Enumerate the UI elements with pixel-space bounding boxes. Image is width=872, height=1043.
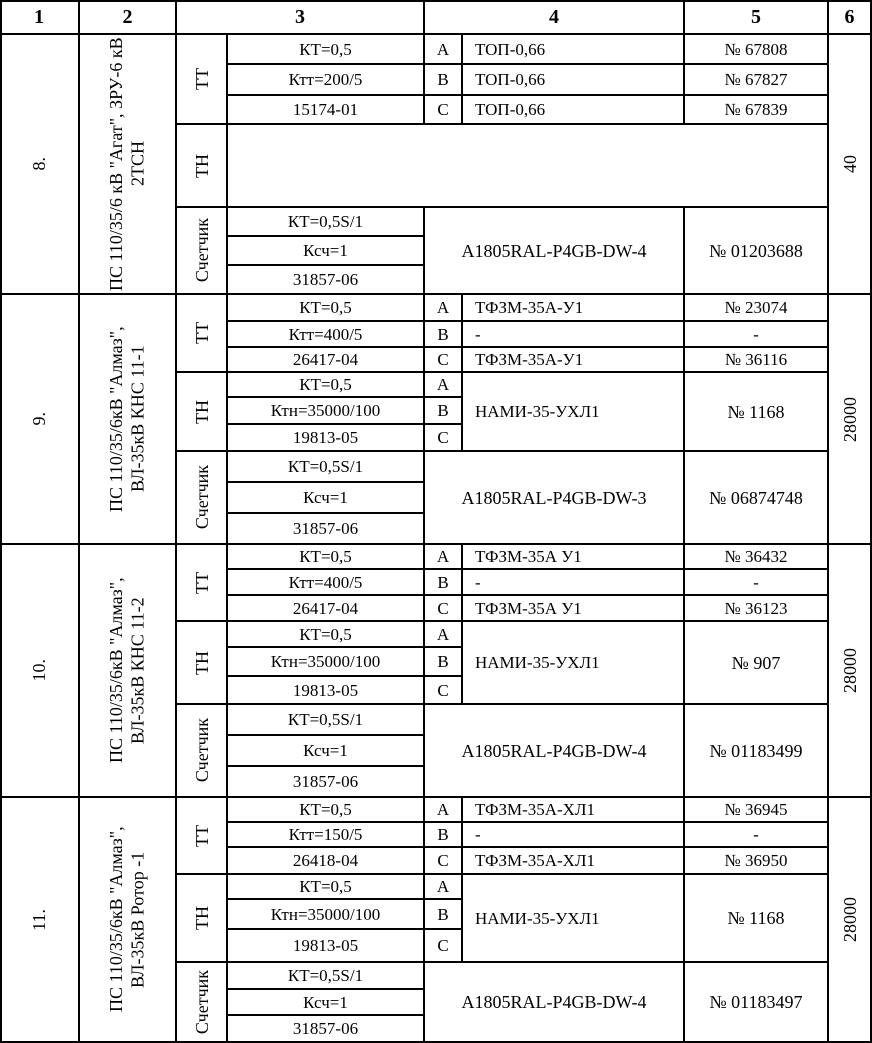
tn-label: ТН	[177, 875, 228, 963]
tt-serial: № 36945	[685, 798, 829, 823]
phase-label: B	[425, 900, 463, 930]
meter-param: Ксч=1	[228, 736, 425, 767]
phase-label: A	[425, 545, 463, 570]
tt-serial: № 67827	[685, 65, 829, 96]
substation-name: ПС 110/35/6кВ "Алмаз", ВЛ-35кВ Ротор -1	[80, 798, 177, 1043]
tt-serial: № 23074	[685, 295, 829, 322]
tt-serial: -	[685, 570, 829, 596]
header-col-5: 5	[685, 0, 829, 35]
group-number: 11.	[0, 798, 80, 1043]
tt-param: КТ=0,5	[228, 35, 425, 65]
meter-serial: № 01203688	[685, 208, 829, 295]
meter-param: КТ=0,5S/1	[228, 208, 425, 237]
meter-serial: № 01183497	[685, 963, 829, 1043]
header-col-3: 3	[177, 0, 425, 35]
meter-serial: № 01183499	[685, 705, 829, 798]
tt-type: ТФЗМ-35А-ХЛ1	[463, 798, 685, 823]
tn-label: ТН	[177, 622, 228, 705]
phase-label: B	[425, 823, 463, 848]
meter-param: 31857-06	[228, 266, 425, 295]
tt-serial: -	[685, 823, 829, 848]
tt-type: ТФЗМ-35А-У1	[463, 295, 685, 322]
meter-serial: № 06874748	[685, 452, 829, 545]
tt-param: Ктт=150/5	[228, 823, 425, 848]
tn-param: 19813-05	[228, 930, 425, 963]
group-number: 8.	[0, 35, 80, 295]
tt-param: КТ=0,5	[228, 545, 425, 570]
substation-name: ПС 110/35/6кВ "Алмаз", ВЛ-35кВ КНС 11-2	[80, 545, 177, 798]
phase-label: C	[425, 848, 463, 875]
meter-param: Ксч=1	[228, 483, 425, 514]
tt-type: ТОП-0,66	[463, 65, 685, 96]
phase-label: B	[425, 322, 463, 348]
tn-param: КТ=0,5	[228, 622, 425, 648]
tn-label: ТН	[177, 125, 228, 208]
tt-param: КТ=0,5	[228, 295, 425, 322]
tt-serial: № 67839	[685, 96, 829, 125]
phase-label: C	[425, 96, 463, 125]
tt-param: 26418-04	[228, 848, 425, 875]
meter-param: КТ=0,5S/1	[228, 963, 425, 990]
phase-label: A	[425, 622, 463, 648]
header-col-2: 2	[80, 0, 177, 35]
phase-label: A	[425, 373, 463, 398]
tn-param: КТ=0,5	[228, 373, 425, 398]
phase-label: B	[425, 648, 463, 677]
tn-type: НАМИ-35-УХЛ1	[463, 622, 685, 705]
tn-param: КТ=0,5	[228, 875, 425, 900]
meter-param: КТ=0,5S/1	[228, 705, 425, 736]
tt-param: 26417-04	[228, 596, 425, 622]
tn-empty	[228, 125, 829, 208]
group-number: 9.	[0, 295, 80, 545]
phase-label: A	[425, 35, 463, 65]
phase-label: C	[425, 930, 463, 963]
tn-param: 19813-05	[228, 677, 425, 705]
substation-name: ПС 110/35/6 кВ "Агат", ЗРУ-6 кВ 2ТСН	[80, 35, 177, 295]
meter-label: Счетчик	[177, 963, 228, 1043]
phase-label: A	[425, 295, 463, 322]
phase-label: A	[425, 875, 463, 900]
meter-type: A1805RAL-P4GB-DW-4	[425, 705, 685, 798]
meter-param: Ксч=1	[228, 990, 425, 1016]
tt-type: -	[463, 322, 685, 348]
tt-serial: № 36116	[685, 348, 829, 373]
phase-label: C	[425, 677, 463, 705]
header-col-4: 4	[425, 0, 685, 35]
meter-param: Ксч=1	[228, 237, 425, 266]
meter-type: A1805RAL-P4GB-DW-4	[425, 208, 685, 295]
tt-type: ТОП-0,66	[463, 35, 685, 65]
tt-param: Ктт=400/5	[228, 570, 425, 596]
meter-type: A1805RAL-P4GB-DW-3	[425, 452, 685, 545]
tt-serial: № 36432	[685, 545, 829, 570]
tn-param: Ктн=35000/100	[228, 648, 425, 677]
tt-label: ТТ	[177, 798, 228, 875]
tt-type: ТФЗМ-35А-У1	[463, 348, 685, 373]
header-col-6: 6	[829, 0, 872, 35]
tt-serial: № 67808	[685, 35, 829, 65]
phase-label: C	[425, 596, 463, 622]
tn-label: ТН	[177, 373, 228, 452]
column-6-value: 28000	[829, 798, 872, 1043]
meter-label: Счетчик	[177, 208, 228, 295]
phase-label: B	[425, 65, 463, 96]
tt-param: Ктт=400/5	[228, 322, 425, 348]
tt-type: -	[463, 570, 685, 596]
meter-label: Счетчик	[177, 452, 228, 545]
tt-param: КТ=0,5	[228, 798, 425, 823]
meter-label: Счетчик	[177, 705, 228, 798]
tt-type: ТФЗМ-35А У1	[463, 545, 685, 570]
tt-type: ТОП-0,66	[463, 96, 685, 125]
tn-param: Ктн=35000/100	[228, 900, 425, 930]
group-number: 10.	[0, 545, 80, 798]
tt-param: 26417-04	[228, 348, 425, 373]
tt-type: ТФЗМ-35А У1	[463, 596, 685, 622]
tt-type: -	[463, 823, 685, 848]
meter-param: 31857-06	[228, 1016, 425, 1043]
tt-type: ТФЗМ-35А-ХЛ1	[463, 848, 685, 875]
tn-param: Ктн=35000/100	[228, 398, 425, 425]
tn-type: НАМИ-35-УХЛ1	[463, 875, 685, 963]
tt-param: 15174-01	[228, 96, 425, 125]
tn-type: НАМИ-35-УХЛ1	[463, 373, 685, 452]
substation-name: ПС 110/35/6кВ "Алмаз", ВЛ-35кВ КНС 11-1	[80, 295, 177, 545]
phase-label: A	[425, 798, 463, 823]
meter-param: КТ=0,5S/1	[228, 452, 425, 483]
tt-label: ТТ	[177, 35, 228, 125]
phase-label: C	[425, 348, 463, 373]
meter-type: A1805RAL-P4GB-DW-4	[425, 963, 685, 1043]
tn-serial: № 1168	[685, 373, 829, 452]
column-6-value: 28000	[829, 545, 872, 798]
tt-serial: № 36950	[685, 848, 829, 875]
header-col-1: 1	[0, 0, 80, 35]
meter-param: 31857-06	[228, 514, 425, 545]
meter-param: 31857-06	[228, 767, 425, 798]
tt-param: Ктт=200/5	[228, 65, 425, 96]
tt-label: ТТ	[177, 545, 228, 622]
phase-label: C	[425, 425, 463, 452]
tt-serial: № 36123	[685, 596, 829, 622]
tt-label: ТТ	[177, 295, 228, 373]
column-6-value: 28000	[829, 295, 872, 545]
tn-serial: № 907	[685, 622, 829, 705]
phase-label: B	[425, 570, 463, 596]
phase-label: B	[425, 398, 463, 425]
column-6-value: 40	[829, 35, 872, 295]
tt-serial: -	[685, 322, 829, 348]
tn-param: 19813-05	[228, 425, 425, 452]
tn-serial: № 1168	[685, 875, 829, 963]
